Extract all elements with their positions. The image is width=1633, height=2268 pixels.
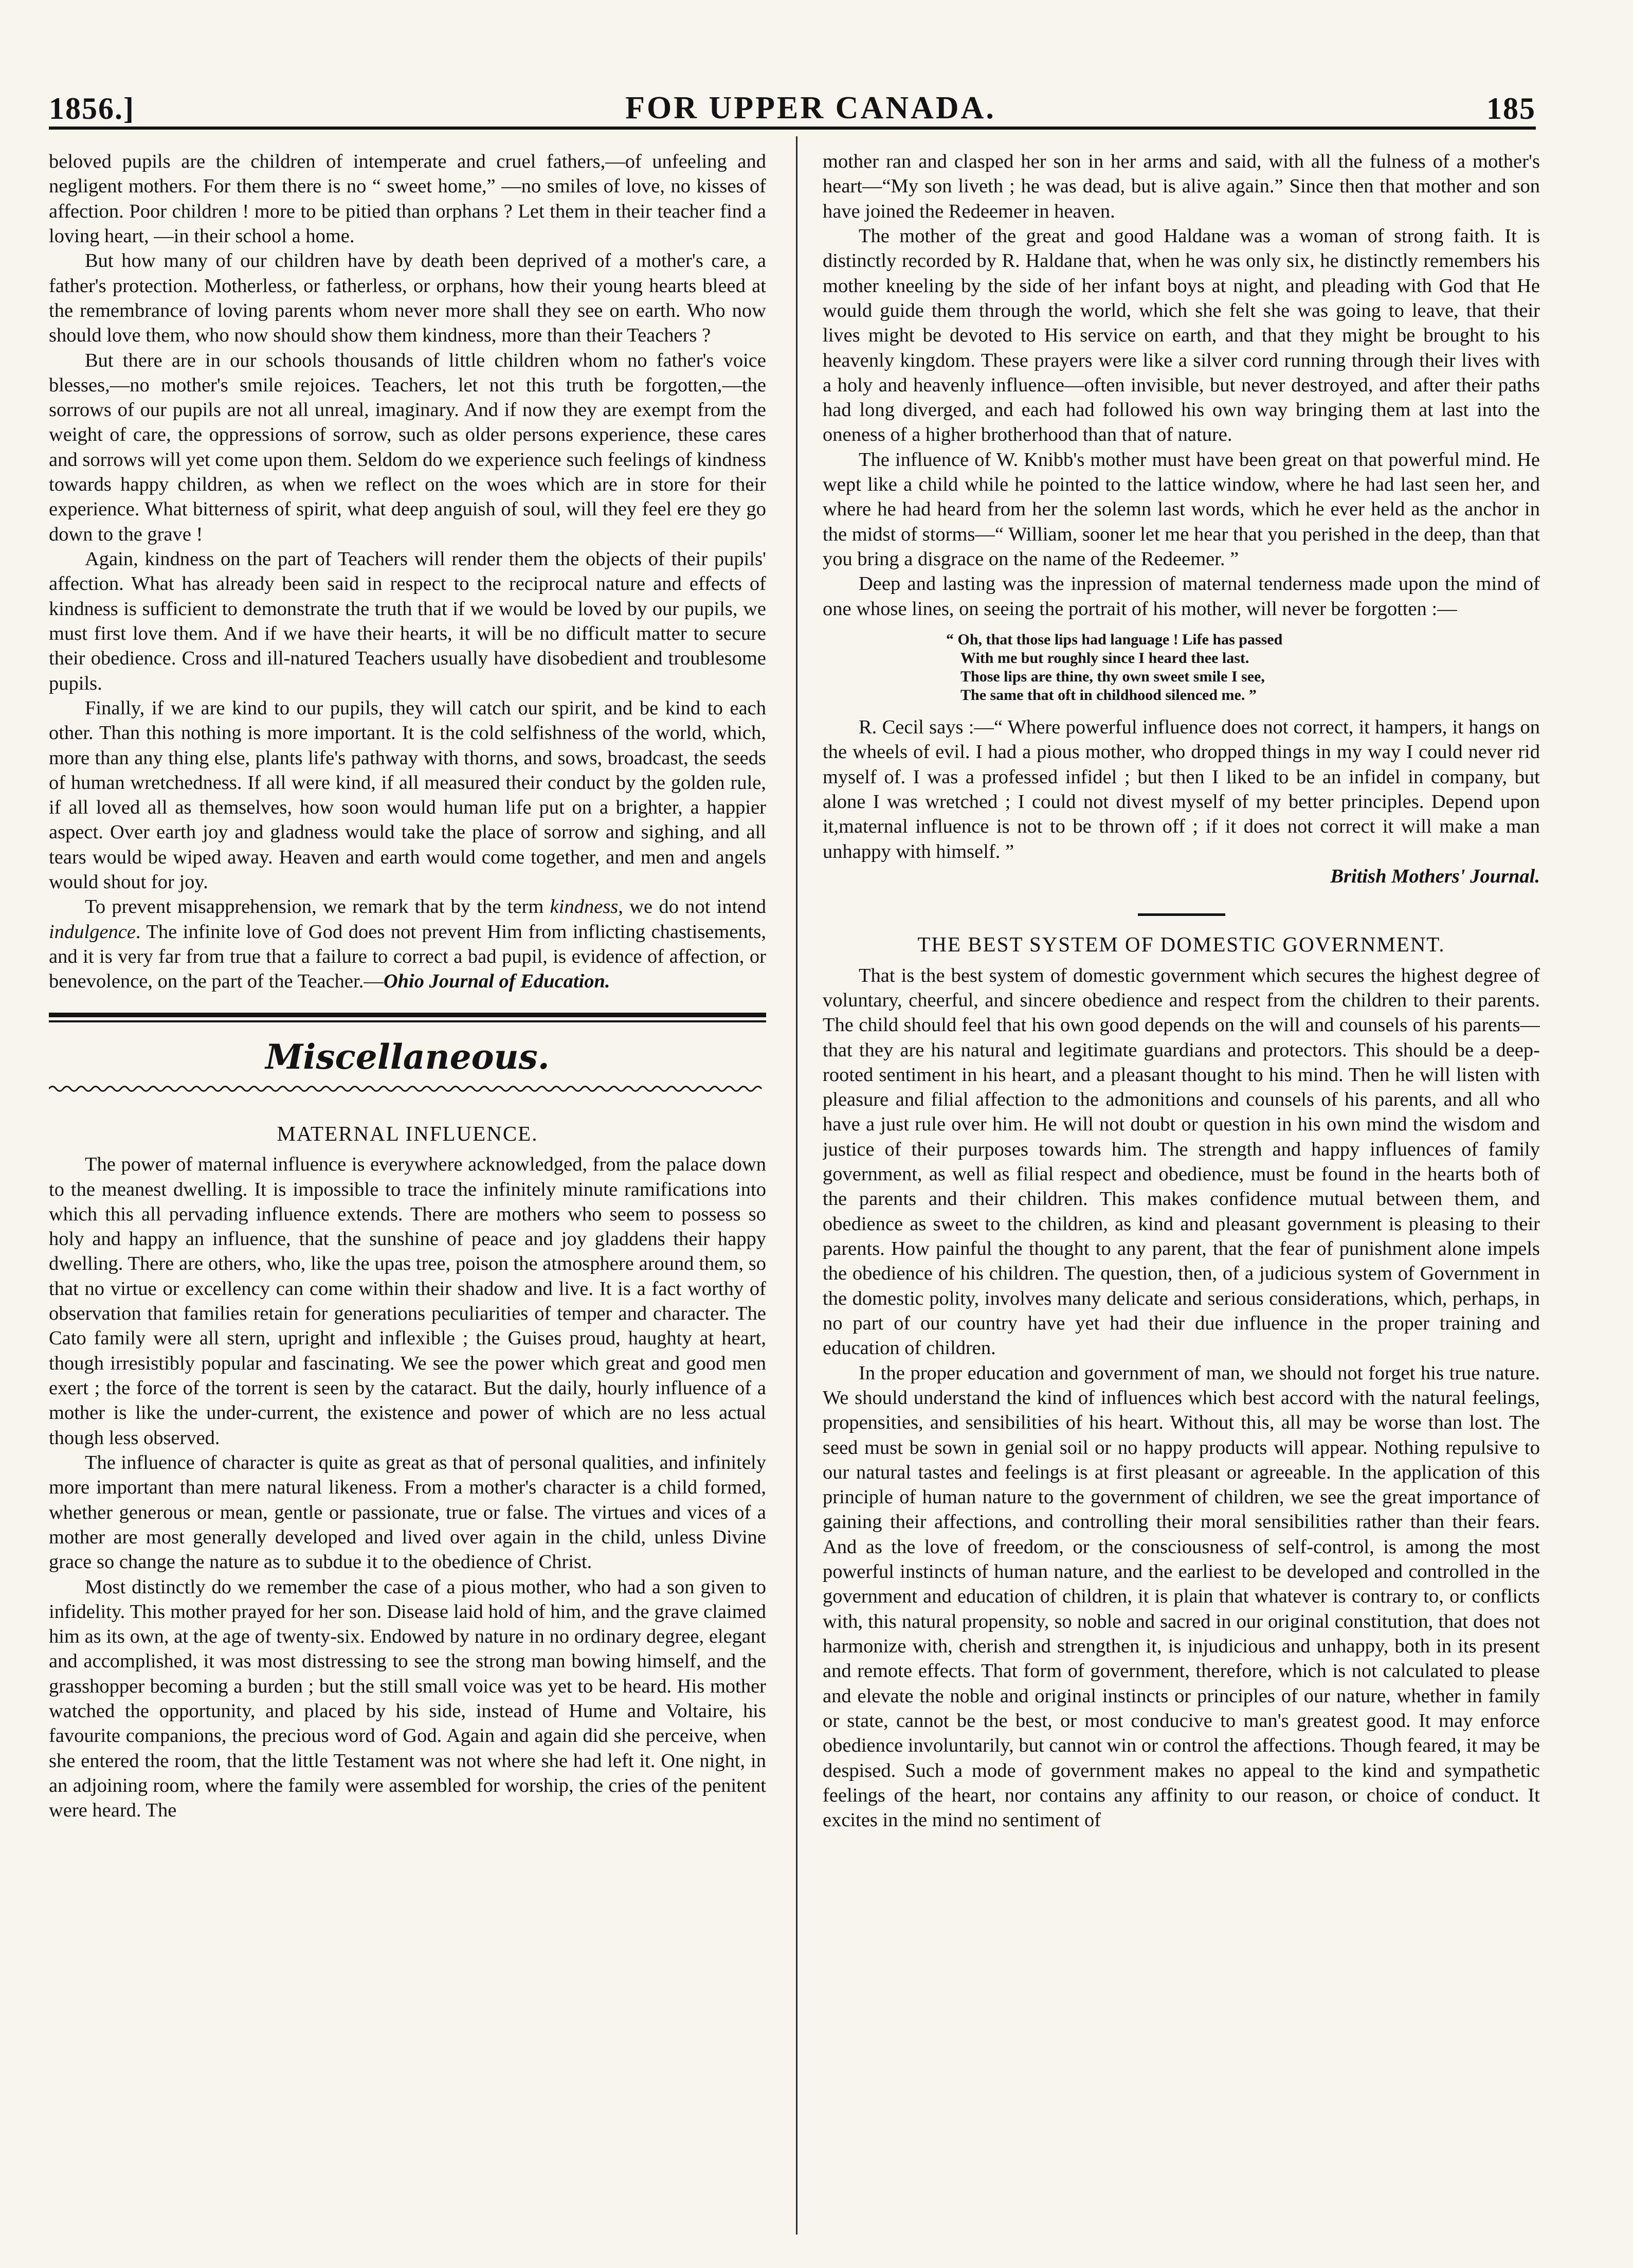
paragraph: The influence of character is quite as great as that of personal qualities, and infinitely more important than mere natural likeness. From a mother's character is a child formed, whether generous or mean, gentle or passionate, true or false. The virtues and vices of a mother are most generally developed and lived over again in the child, unless Divine grace so change the nature as to subdue it to the obedience of Christ. [49,1451,766,1573]
source-citation: Ohio Journal of Education. [383,970,610,993]
wavy-rule [49,1083,766,1094]
article-title-maternal-influence: MATERNAL INFLUENCE. [277,1121,538,1145]
poem-line: The same that oft in childhood silenced me. ” [960,686,1257,704]
header-title: FOR UPPER CANADA. [625,91,996,125]
poem-line: Those lips are thine, thy own sweet smile I see, [960,668,1265,685]
text-span: To prevent misapprehension, we remark that by the term [85,896,550,918]
left-column [49,149,766,2227]
paragraph: mother ran and clasped her son in her arms and said, with all the fulness of a mother's heart—“My son liveth ; he was dead, but is alive again.” Since then that mother and son have joined the Redeemer in heaven. [823,151,1540,222]
paragraph: But how many of our children have by death been deprived of a mother's care, a father's protection. Motherless, or fatherless, or orphans, how their young hearts bleed at the remembrance of loving parents whom never more shall they see on earth. Who now should love them, who now should show them kindness, more than their Teachers ? [49,250,766,347]
header-year: 1856.] [49,92,135,125]
section-divider [49,1013,766,1022]
right-column [823,149,1540,2227]
section-title: Miscellaneous. [265,1036,550,1077]
paragraph [49,894,766,994]
text-span: , we do not intend [618,896,766,918]
paragraph: The mother of the great and good Haldane was a woman of strong faith. It is distinctly recorded by R. Haldane that, when he was only six, he distinctly remembers his mother kneeling by the side of her infant boys at night, and pleading with God that He would guide them through the world, which she felt she was going to leave, that their lives might be devoted to His service on earth, and that they might be brought to his heavenly kingdom. These prayers were like a silver cord running through their lives with a holy and heavenly influence—often invisible, but never destroyed, and after their paths had long diverged, and each had followed his own way bringing them at last into the oneness of a higher brotherhood than that of nature. [823,225,1540,446]
paragraph: Most distinctly do we remember the case of a pious mother, who had a son given to infidelity. This mother prayed for her son. Disease laid hold of him, and the grave claimed him as its own, at the age of twenty-six. Endowed by nature in no ordinary degree, elegant and accomplished, it was most distressing to see the strong man bowing himself, and the grasshopper becoming a burden ; but the still small voice was yet to be heard. His mother watched the opportunity, and placed by his side, instead of Hume and Voltaire, his favourite companions, the precious word of God. Again and again did she perceive, when she entered the room, that the little Testament was not where she had left it. One night, in an adjoining room, where the family were assembled for worship, the cries of the penitent were heard. The [49,1576,766,1822]
paragraph: In the proper education and government of man, we should not forget his true nature. We should understand the kind of influences which best accord with the natural feelings, propensities, and sensibilities of his heart. Without this, all may be worse than lost. The seed must be sown in genial soil or no happy products will appear. Nothing repulsive to our natural tastes and feelings is at first pleasant or agreeable. In the application of this principle of human nature to the government of children, we see the great importance of gaining their affections, and controlling their moral sensibilities rather than their fears. And as the love of freedom, or the consciousness of self-control, is among the most powerful instincts of human nature, and the earliest to be developed and controlled in the government and education of children, it is plain that whatever is contrary to, or conflicts with, this natural propensity, so noble and sacred in our original constitution, that does not harmonize with, cherish and strengthen it, is injudicious and unhappy, both in its present and remote effects. That form of government, therefore, which is not calculated to please and elevate the noble and original instincts or principles of our nature, whether in family or state, cannot be the best, or most conducive to man's greatest good. It may enforce obedience involuntarily, but cannot win or control the affections. Though feared, it may be despised. Such a mode of government makes no appeal to the kind and sympathetic feelings of the heart, nor contains any affinity to our reason, or choice of conduct. It excites in the mind no sentiment of [823,1362,1540,1831]
paragraph: Again, kindness on the part of Teachers will render them the objects of their pupils' affection. What has already been said in respect to the reciprocal nature and effects of kindness is sufficient to demonstrate the truth that if we would be loved by our pupils, we must first love them. And if we have their hearts, it will be no difficult matter to secure their obedience. Cross and ill-natured Teachers usually have disobedient and troublesome pupils. [49,548,766,694]
text-span: . The infinite love of God does not prevent Him from inflicting chastisements, and it is very far from true that a failure to correct a bad pupil, is evidence of affection, or benevolence, on the part of the Teacher.— [49,921,766,993]
paragraph: That is the best system of domestic government which secures the highest degree of voluntary, cheerful, and sincere obedience and respect from the children to their parents. The child should feel that his own good depends on the will and counsels of his parents—that they are his natural and legitimate guardians and protectors. This should be a deep-rooted sentiment in his heart, and a pleasant thought to his mind. Then he will listen with pleasure and filial affection to the admonitions and counsels of his parents, and all who have a just rule over him. He will not doubt or question in his own mind the wisdom and justice of their purposes towards him. The strength and happy influences of family government, as well as filial respect and obedience, must be found in the hearts both of the parents and their children. This makes confidence mutual between them, and obedience as sweet to the children, as kind and pleasant government is pleasing to their parents. How painful the thought to any parent, that the fear of punishment alone impels the obedience of his children. The question, then, of a judicious system of Government in the domestic polity, involves many delicate and serious considerations, which, perhaps, in no part of our country have yet had their due influence in the proper training and education of children. [823,964,1540,1359]
column-divider [796,136,797,2235]
source-citation: British Mothers' Journal. [1330,865,1540,887]
paragraph: The influence of W. Knibb's mother must have been great on that powerful mind. He wept like a child while he pointed to the lattice window, where he had last seen her, and where he had heard from her the solemn last words, which he ever held as the anchor in the midst of storms—“ William, sooner let me hear that you perished in the deep, than that you bring a disgrace on the name of the Redeemer. ” [823,448,1540,570]
emphasis-kindness: kindness [550,896,619,918]
paragraph: R. Cecil says :—“ Where powerful influence does not correct, it hampers, it hangs on the wheels of evil. I had a pious mother, who dropped things in my way I could never rid myself of. I was a professed infidel ; but then I liked to be an infidel in company, but alone I was wretched ; I could not divest myself of my better principles. Depend upon it,maternal influence is not to be thrown off ; if it does not correct it will make a man unhappy with himself. ” [823,716,1540,862]
header-page-number: 185 [1486,92,1536,125]
poem-quote [823,631,1540,705]
emphasis-indulgence: indulgence [49,921,136,943]
paragraph: But there are in our schools thousands of little children whom no father's voice blesses,—no mother's smile rejoices. Teachers, let not this truth be forgotten,—the sorrows of our pupils are not all unreal, imaginary. And if now they are exempt from the weight of care, the oppressions of sorrow, such as older persons experience, these cares and sorrows will yet come upon them. Seldom do we experience such feelings of kindness towards happy children, as when we reflect on the woes which are in store for their experience. What bitterness of spirit, what deep anguish of soul, will they feel ere they go down to the grave ! [49,349,766,545]
article-divider [1138,913,1225,916]
page-header [49,77,1536,130]
paragraph: The power of maternal influence is everywhere acknowledged, from the palace down to the meanest dwelling. It is impossible to trace the infinitely minute ramifications into which this all pervading influence extends. There are mothers who seem to possess so holy and happy an influence, that the sunshine of peace and joy gladdens their happy dwelling. There are others, who, like the upas tree, poison the atmosphere around them, so that no virtue or excellency can come within their shadow and live. It is a fact worthy of observation that families retain for generations peculiarities of temper and character. The Cato family were all stern, upright and inflexible ; the Guises proud, haughty at heart, though irresistibly popular and fascinating. We see the power which great and good men exert ; the force of the torrent is seen by the cataract. But the daily, hourly influence of a mother is like the under-current, the existence and power of which are no less actual though less observed. [49,1154,766,1449]
paragraph: beloved pupils are the children of intemperate and cruel fathers,—of unfeeling and negligent mothers. For them there is no “ sweet home,” —no smiles of love, no kisses of affection. Poor children ! more to be pitied than orphans ? Let them in their teacher find a loving heart, —in their school a home. [49,151,766,247]
paragraph: Finally, if we are kind to our pupils, they will catch our spirit, and be kind to each other. Than this nothing is more important. It is the cold selfishness of the world, which, more than any thing else, plants life's pathway with thorns, and sows, broadcast, the seeds of human wretchedness. If all were kind, if all measured their conduct by the golden rule, if all loved all as themselves, how soon would human life put on a brighter, a happier aspect. Over earth joy and gladness would take the place of sorrow and sighing, and all tears would be wiped away. Heaven and earth would come together, and men and angels would shout for joy. [49,697,766,893]
paragraph: Deep and lasting was the inpression of maternal tenderness made upon the mind of one whose lines, on seeing the portrait of his mother, will never be forgotten :— [823,573,1540,620]
poem-line: “ Oh, that those lips had language ! Life has passed [946,631,1283,648]
poem-line: With me but roughly since I heard thee last. [960,649,1249,667]
article-title-domestic-government: THE BEST SYSTEM OF DOMESTIC GOVERNMENT. [917,932,1445,957]
